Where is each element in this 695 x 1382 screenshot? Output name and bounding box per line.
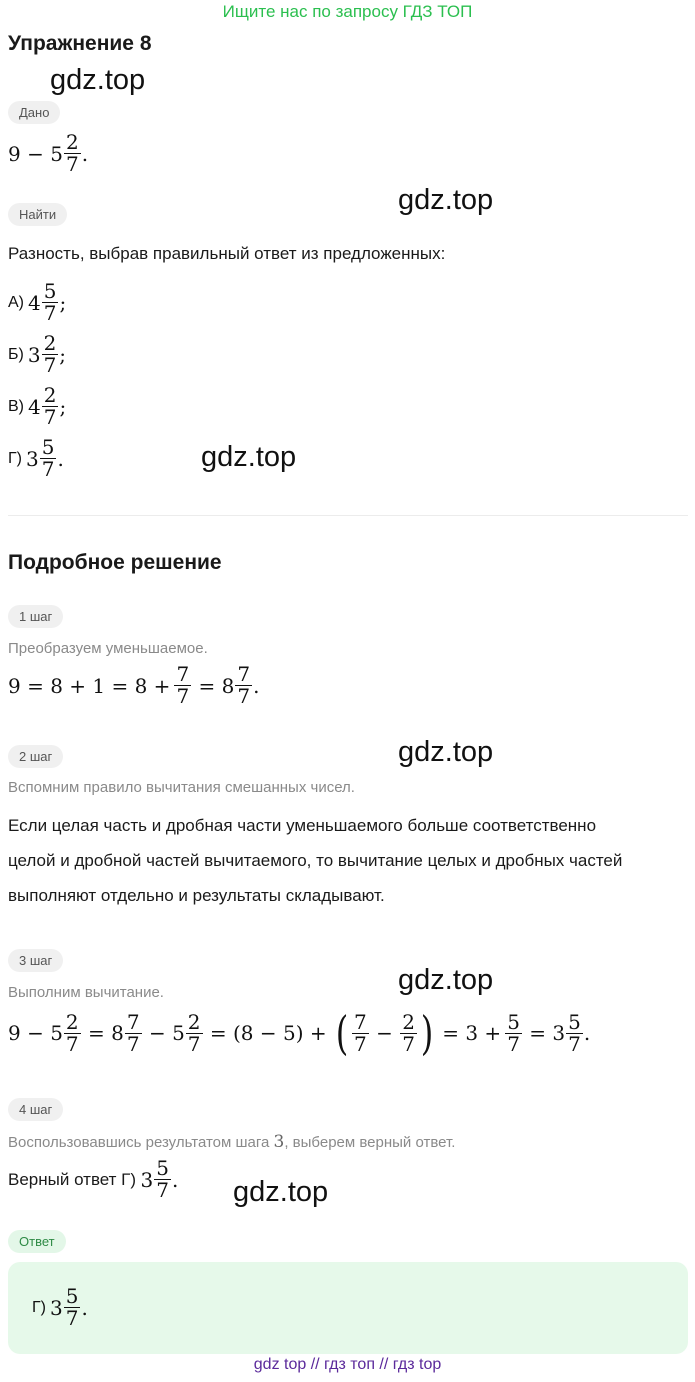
- final-answer: Г) 3 $\frac{5}{7}$ .: [32, 1284, 88, 1330]
- watermark: gdz.top: [398, 184, 494, 216]
- footer-links[interactable]: gdz top // гдз топ // гдз top: [253, 1356, 442, 1373]
- step1-expression: 9 = 8 + 1 = 8 + $\frac{7}{7}$ = 8 $\frac{7}{7}$ .: [8, 662, 260, 708]
- find-text: Разность, выбрав правильный ответ из предложенных:: [8, 244, 446, 263]
- option-c: В) 4 $\frac{2}{7}$ ;: [8, 383, 67, 429]
- step4-tag: 4 шаг: [8, 1098, 63, 1121]
- given-tag: Дано: [8, 101, 60, 124]
- step4-answer: Верный ответ Г) 3 $\frac{5}{7}$ .: [8, 1156, 179, 1202]
- step2-rule-line1: Если целая часть и дробная части уменьшаемого больше соответственно: [8, 816, 597, 835]
- option-d: Г) 3 $\frac{5}{7}$ .: [8, 435, 64, 481]
- watermark: gdz.top: [398, 736, 494, 768]
- watermark: gdz.top: [201, 441, 297, 473]
- step4-description: Воспользовавшись результатом шага 3 , выберем верный ответ.: [8, 1132, 456, 1152]
- option-a: А) 4 $\frac{5}{7}$ ;: [8, 279, 67, 325]
- section-divider: [8, 515, 688, 516]
- watermark: gdz.top: [233, 1176, 329, 1208]
- watermark: gdz.top: [398, 964, 494, 996]
- answer-box: [8, 1262, 688, 1354]
- step1-description: Преобразуем уменьшаемое.: [8, 640, 208, 657]
- option-b: Б) 3 $\frac{2}{7}$ ;: [8, 331, 67, 377]
- find-tag: Найти: [8, 203, 67, 226]
- step2-rule-line2: целой и дробной частей вычитаемого, то вычитание целых и дробных частей: [8, 851, 623, 870]
- step3-tag: 3 шаг: [8, 949, 63, 972]
- top-banner[interactable]: Ищите нас по запросу ГДЗ ТОП: [222, 2, 473, 21]
- step2-description: Вспомним правило вычитания смешанных чисел.: [8, 779, 355, 796]
- step3-expression: 9 − 5 $\frac{2}{7}$ = 8 $\frac{7}{7}$ − 5 $\frac{2}{7}$ = (8 − 5) + ( $\frac{7}{7}$ − $\frac{2}{7}$ ) = 3 + $\frac{5}{7}$ = 3 $\frac{5}{7}$ .: [8, 1006, 591, 1060]
- given-expression: 9 − 5 $\frac{2}{7}$ .: [8, 130, 89, 176]
- answer-tag: Ответ: [8, 1230, 66, 1253]
- watermark: gdz.top: [50, 64, 146, 96]
- page-title: Упражнение 8: [8, 32, 152, 55]
- step1-tag: 1 шаг: [8, 605, 63, 628]
- step3-description: Выполним вычитание.: [8, 984, 164, 1001]
- step2-rule-line3: выполняют отдельно и результаты складывают.: [8, 886, 385, 905]
- solution-title: Подробное решение: [8, 551, 222, 574]
- step2-tag: 2 шаг: [8, 745, 63, 768]
